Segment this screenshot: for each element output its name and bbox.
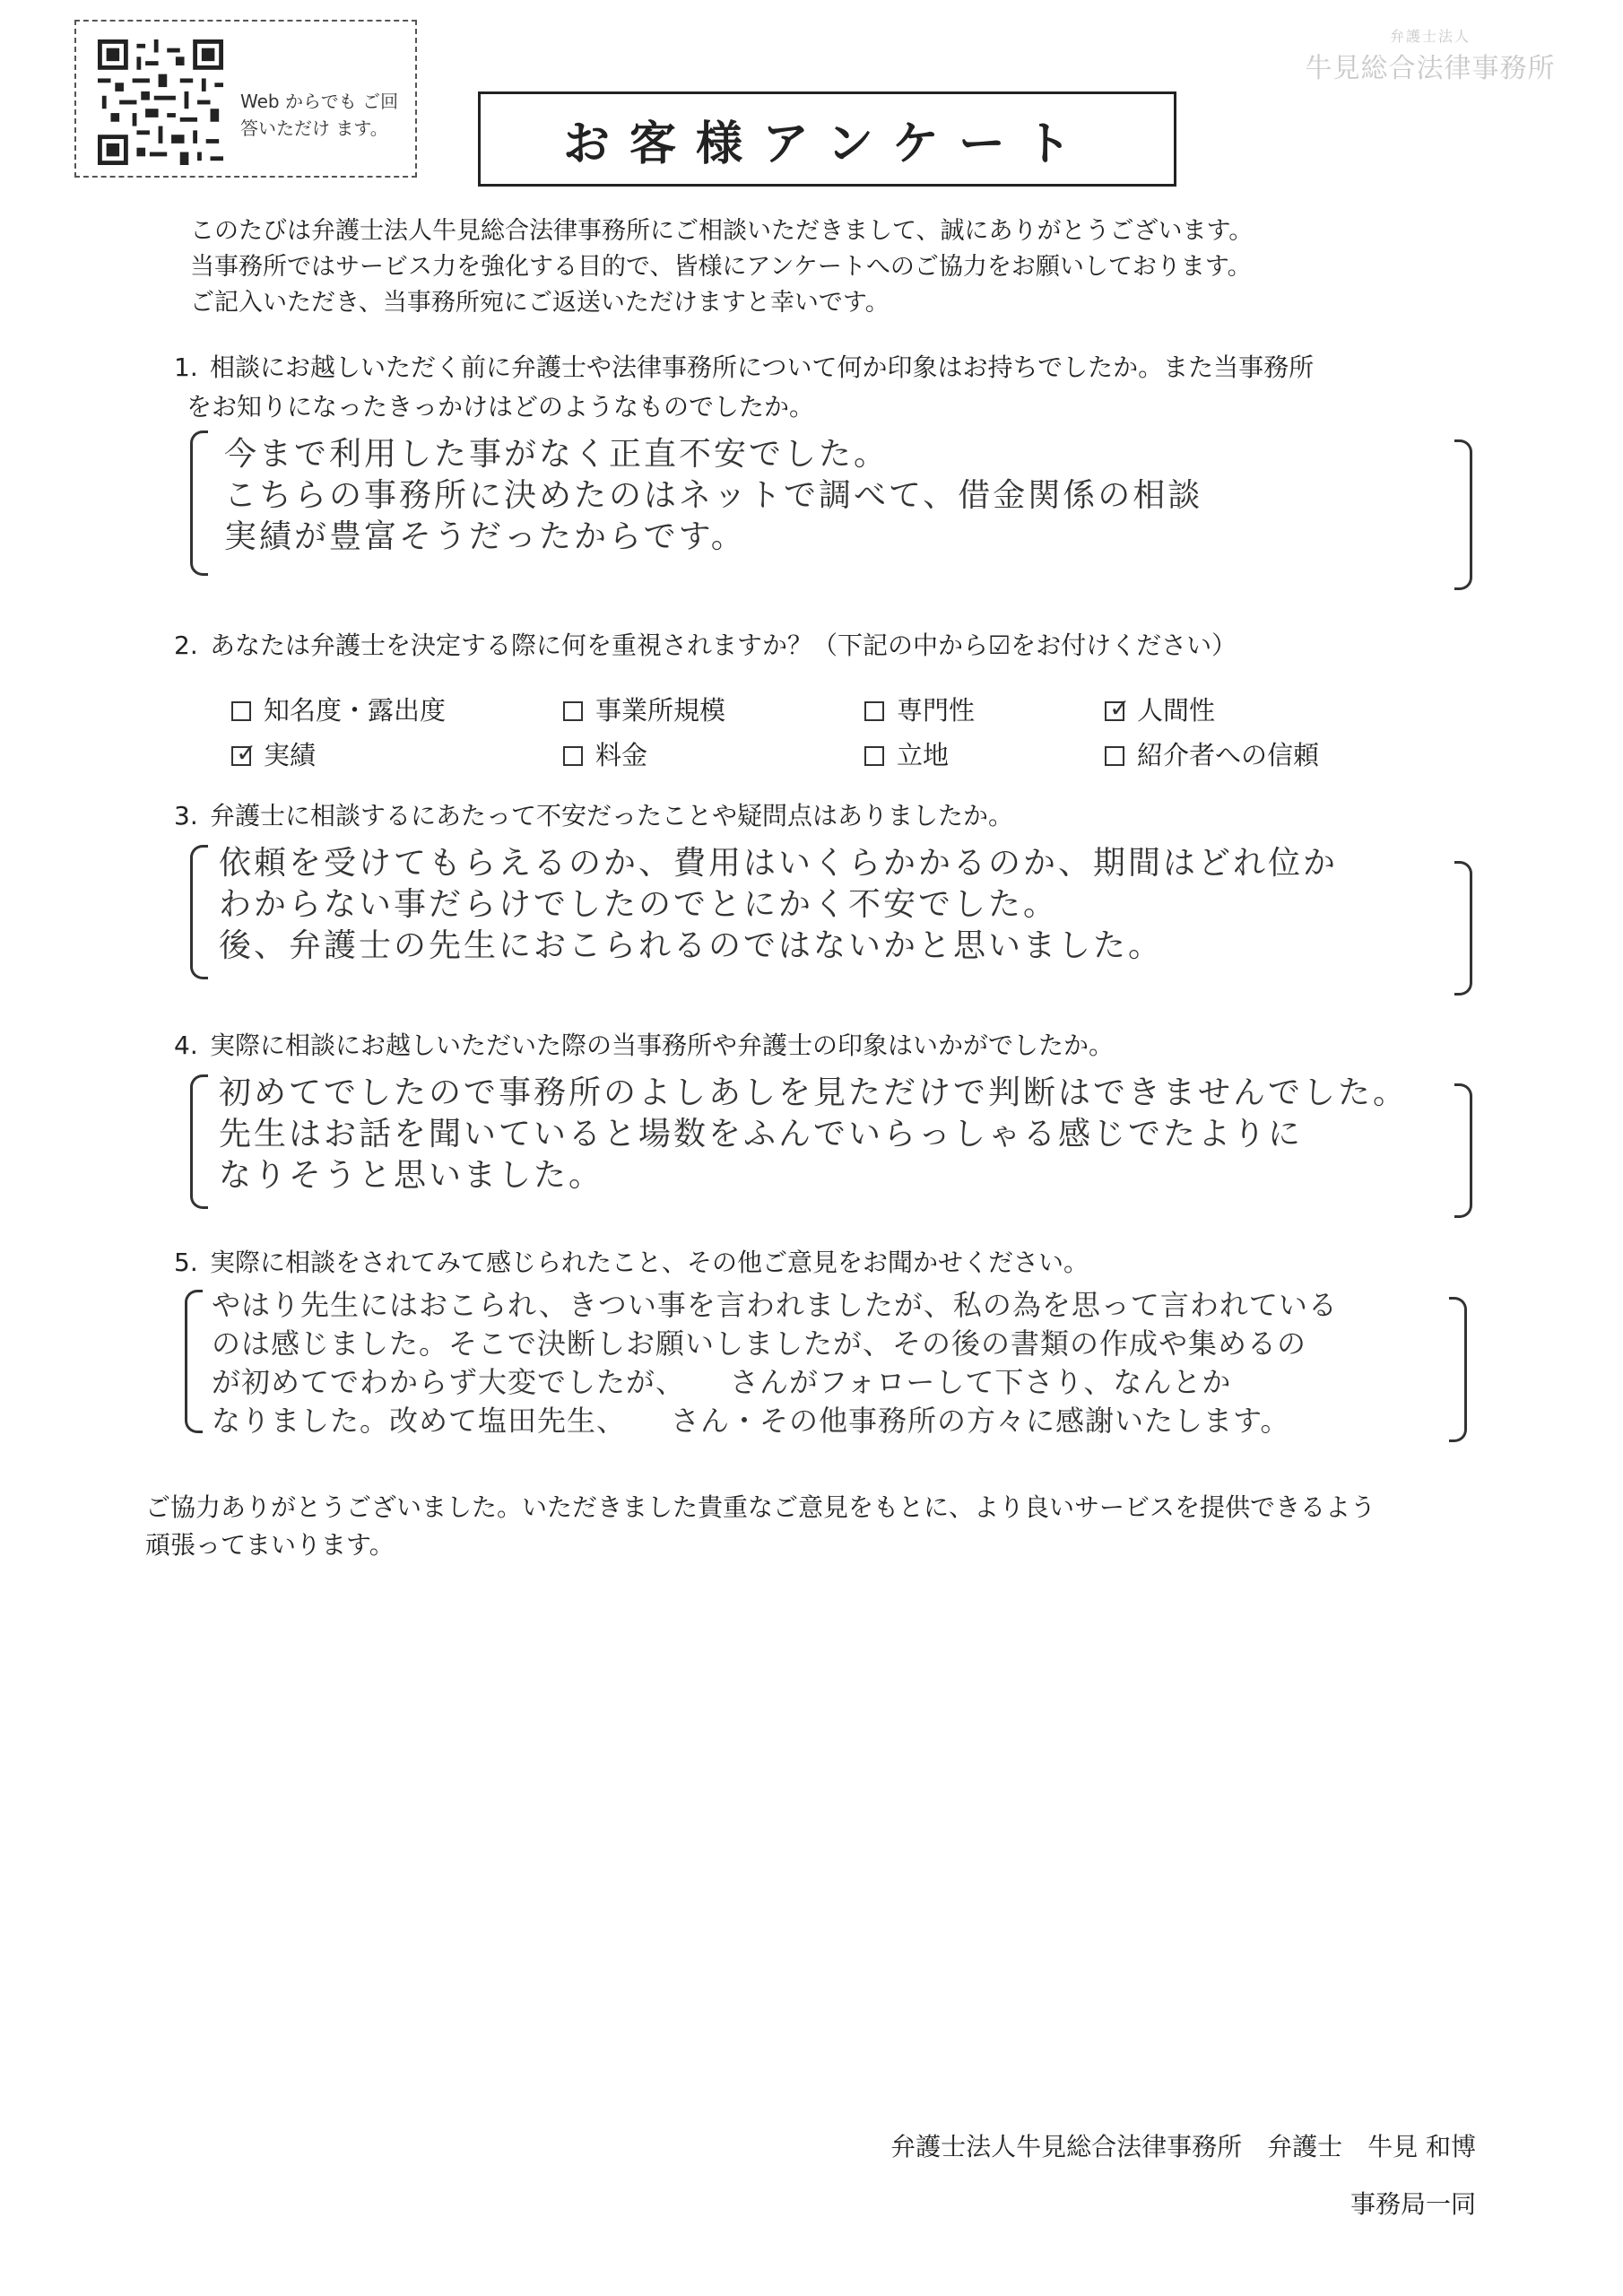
answer-line: こちらの事務所に決めたのはネットで調べて、借金関係の相談 [224, 477, 1203, 514]
checkbox[interactable] [864, 746, 884, 766]
intro-line: このたびは弁護士法人牛見総合法律事務所にご相談いただきまして、誠にありがとうございます。 [190, 217, 1254, 245]
option-ricchi[interactable]: 立地 [864, 737, 949, 773]
question-text-cont: をお知りになったきっかけはどのようなものでしたか。 [187, 392, 815, 422]
question-2 [174, 626, 1519, 665]
answer-line: 先生はお話を聞いていると場数をふんでいらっしゃる感じでたよりに [219, 1116, 1304, 1152]
answer-line: わからない事だらけでしたのでとにかく不安でした。 [219, 886, 1059, 923]
question-text: 実際に相談にお越しいただいた際の当事務所や弁護士の印象はいかがでしたか。 [210, 1031, 1115, 1060]
option-chimeido[interactable]: 知名度・露出度 [231, 692, 446, 728]
question-text: 実際に相談をされてみて感じられたこと、その他ご意見をお聞かせください。 [210, 1248, 1089, 1277]
intro-line: ご記入いただき、当事務所宛にご返送いただけますと幸いです。 [190, 289, 890, 317]
signature-staff: 事務局一同 [1350, 2189, 1476, 2219]
question-text: 弁護士に相談するにあたって不安だったことや疑問点はありましたか。 [210, 801, 1014, 831]
checkbox[interactable] [864, 701, 884, 721]
option-ryokin[interactable]: 料金 [563, 737, 647, 773]
question-text: 相談にお越しいただく前に弁護士や法律事務所について何か印象はお持ちでしたか。また当事務所 [210, 352, 1315, 382]
answer-bracket-left [190, 430, 208, 576]
answer-bracket-left [190, 1074, 208, 1209]
stamp-top: 弁護士法人 [1389, 28, 1471, 45]
option-jisseki[interactable]: ✓実績 [231, 737, 316, 773]
page-title: お客様アンケート [478, 91, 1176, 187]
answer-line: 後、弁護士の先生におこられるのではないかと思いました。 [219, 927, 1164, 964]
answer-line: 初めてでしたので事務所のよしあしを見ただけで判断はできませんでした。 [219, 1074, 1409, 1111]
checkbox[interactable] [1105, 746, 1124, 766]
option-ningensei[interactable]: ✓ 人間性 [1105, 692, 1215, 728]
question-number: 3. [174, 801, 198, 831]
answer-line: やはり先生にはおこられ、きつい事を言われましたが、私の為を思って言われている [212, 1288, 1338, 1322]
answer-3 [219, 843, 1456, 967]
office-stamp [1278, 25, 1583, 85]
closing-line: ご協力ありがとうございました。いただきました貴重なご意見をもとに、より良いサービスを提供できるよう [145, 1492, 1376, 1522]
intro [190, 213, 1517, 321]
option-jigyosho-kibo[interactable]: 事業所規模 [563, 692, 725, 728]
answer-5 [212, 1286, 1449, 1440]
answer-line: なりそうと思いました。 [219, 1157, 604, 1194]
question-5 [174, 1243, 1519, 1283]
answer-1 [224, 434, 1453, 558]
option-shokaisha[interactable]: 紹介者への信頼 [1105, 737, 1319, 773]
answer-bracket-right [1454, 439, 1472, 590]
answer-bracket-right [1454, 861, 1472, 996]
closing-line: 頑張ってまいります。 [145, 1530, 395, 1560]
checkbox[interactable] [563, 746, 583, 766]
checkbox-checked[interactable] [231, 746, 251, 766]
question-3 [174, 796, 1519, 836]
signature-office: 弁護士法人牛見総合法律事務所 弁護士 牛見 和博 [890, 2132, 1476, 2161]
question-text: あなたは弁護士を決定する際に何を重視されますか？（下記の中から☑をお付けください） [210, 631, 1237, 660]
answer-line: が初めてでわからず大変でしたが、 さんがフォローして下さり、なんとか [212, 1365, 1232, 1399]
answer-4 [219, 1073, 1474, 1196]
checkbox-checked[interactable] [1105, 701, 1124, 721]
answer-line: 実績が豊富そうだったからです。 [224, 518, 746, 555]
question-1 [174, 348, 1519, 427]
answer-line: のは感じました。そこで決断しお願いしましたが、その後の書類の作成や集めるの [212, 1326, 1307, 1361]
qr-caption: Web からでも ご回答いただけ ます。 [240, 91, 399, 139]
stamp-name: 牛見総合法律事務所 [1305, 53, 1556, 84]
question-number: 5. [174, 1248, 198, 1277]
checkbox[interactable] [231, 701, 251, 721]
answer-bracket-left [190, 845, 208, 979]
intro-line: 当事務所ではサービス力を強化する目的で、皆様にアンケートへのご協力をお願いしております。 [190, 253, 1252, 281]
answer-bracket-left [185, 1290, 203, 1433]
closing-message [145, 1489, 1490, 1564]
option-senmonsei[interactable]: 専門性 [864, 692, 975, 728]
question-number: 1. [174, 352, 198, 382]
answer-bracket-right [1449, 1297, 1467, 1442]
question-4 [174, 1026, 1519, 1065]
checkbox[interactable] [563, 701, 583, 721]
answer-line: 依頼を受けてもらえるのか、費用はいくらかかるのか、期間はどれ位か [219, 845, 1339, 882]
answer-line: なりました。改めて塩田先生、 さん・その他事務所の方々に感謝いたします。 [212, 1404, 1290, 1438]
question-number: 4. [174, 1031, 198, 1060]
qr-code-icon[interactable] [96, 39, 225, 165]
answer-line: 今まで利用した事がなく正直不安でした。 [224, 436, 890, 473]
question-number: 2. [174, 631, 198, 660]
